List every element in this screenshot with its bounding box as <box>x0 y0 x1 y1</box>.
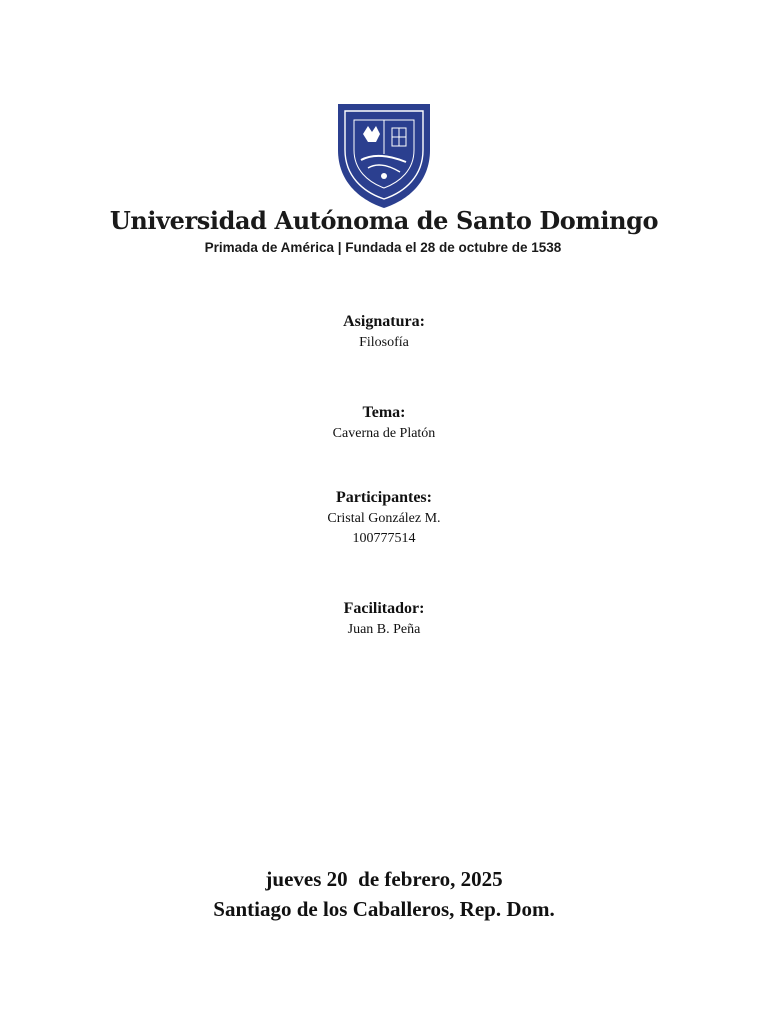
tema-value: Caverna de Platón <box>332 426 436 441</box>
asignatura-label: Asignatura: <box>343 313 425 330</box>
participantes-label: Participantes: <box>336 489 432 506</box>
facilitador-section <box>0 598 768 640</box>
university-seal-icon <box>334 96 434 210</box>
footer-location: Santiago de los Caballeros, Rep. Dom. <box>213 897 555 921</box>
university-name: Universidad Autónoma de Santo Domingo <box>109 206 659 235</box>
facilitador-label: Facilitador: <box>343 600 425 617</box>
facilitador-value: Juan B. Peña <box>347 622 421 637</box>
asignatura-section <box>0 311 768 353</box>
tema-section <box>0 402 768 444</box>
participant-id: 100777514 <box>352 531 416 546</box>
footer-date: jueves 20 de febrero, 2025 <box>265 867 503 891</box>
tema-label: Tema: <box>362 404 406 421</box>
participant-name: Cristal González M. <box>327 511 441 526</box>
participantes-section <box>0 487 768 549</box>
footer <box>0 864 768 924</box>
asignatura-value: Filosofía <box>359 335 409 350</box>
university-tagline: Primada de América | Fundada el 28 de octubre de 1538 <box>204 240 562 255</box>
